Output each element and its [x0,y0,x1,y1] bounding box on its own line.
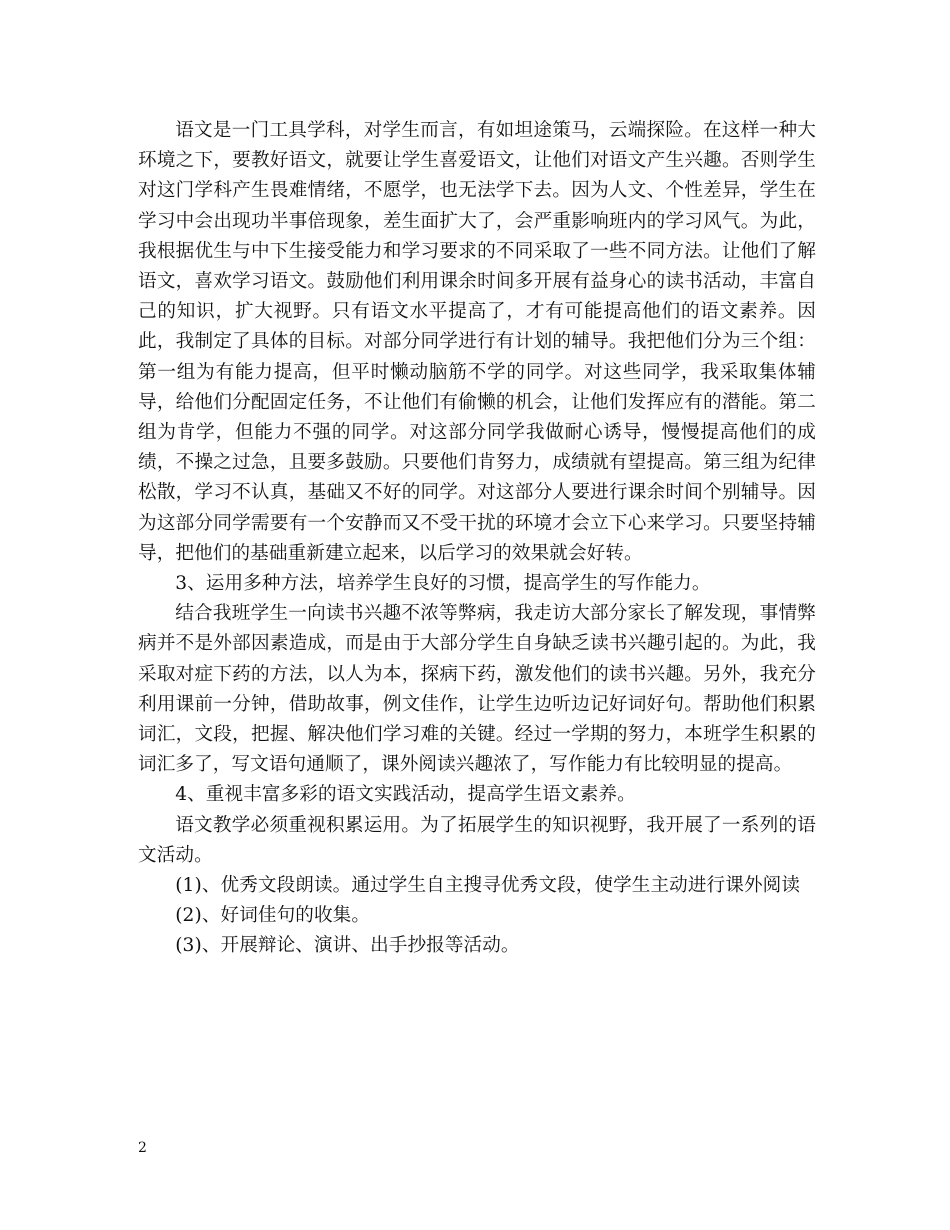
paragraph-reading-interest: 结合我班学生一向读书兴趣不浓等弊病，我走访大部分家长了解发现，事情弊病并不是外部因素造成，而是由于大部分学生自身缺乏读书兴趣引起的。为此，我采取对症下药的方法，以人为本，探病下药，激发他们的读书兴趣。另外，我充分利用课前一分钟，借助故事，例文佳作，让学生边听边记好词好句。帮助他们积累词汇，文段，把握、解决他们学习难的关键。经过一学期的努力，本班学生积累的词汇多了，写文语句通顺了，课外阅读兴趣浓了，写作能力有比较明显的提高。 [138,603,816,776]
heading-item-4: 4、重视丰富多彩的语文实践活动，提高学生语文素养。 [175,784,636,806]
paragraph-activities-intro: 语文教学必须重视积累运用。为了拓展学生的知识视野，我开展了一系列的语文活动。 [138,814,816,866]
page-number: 2 [138,1140,147,1156]
document-body [138,116,816,962]
list-item-2: (2)、好词佳句的收集。 [175,905,371,927]
list-item-3: (3)、开展辩论、演讲、出手抄报等活动。 [175,935,520,957]
paragraph-intro: 语文是一门工具学科，对学生而言，有如坦途策马，云端探险。在这样一种大环境之下，要教好语文，就要让学生喜爱语文，让他们对语文产生兴趣。否则学生对这门学科产生畏难情绪，不愿学，也无法学下去。因为人文、个性差异，学生在学习中会出现功半事倍现象，差生面扩大了，会严重影响班内的学习风气。为此，我根据优生与中下生接受能力和学习要求的不同采取了一些不同方法。让他们了解语文，喜欢学习语文。鼓励他们利用课余时间多开展有益身心的读书活动，丰富自己的知识，扩大视野。只有语文水平提高了，才有可能提高他们的语文素养。因此，我制定了具体的目标。对部分同学进行有计划的辅导。我把他们分为三个组：第一组为有能力提高，但平时懒动脑筋不学的同学。对这些同学，我采取集体辅导，给他们分配固定任务，不让他们有偷懒的机会，让他们发挥应有的潜能。第二组为肯学，但能力不强的同学。对这部分同学我做耐心诱导，慢慢提高他们的成绩，不操之过急，且要多鼓励。只要他们肯努力，成绩就有望提高。第三组为纪律松散，学习不认真，基础又不好的同学。对这部分人要进行课余时间个别辅导。因为这部分同学需要有一个安静而又不受干扰的环境才会立下心来学习。只要坚持辅导，把他们的基础重新建立起来，以后学习的效果就会好转。 [138,120,816,564]
list-item-1: (1)、优秀文段朗读。通过学生自主搜寻优秀文段，使学生主动进行课外阅读 [175,875,801,897]
heading-item-3: 3、运用多种方法，培养学生良好的习惯，提高学生的写作能力。 [175,573,711,595]
